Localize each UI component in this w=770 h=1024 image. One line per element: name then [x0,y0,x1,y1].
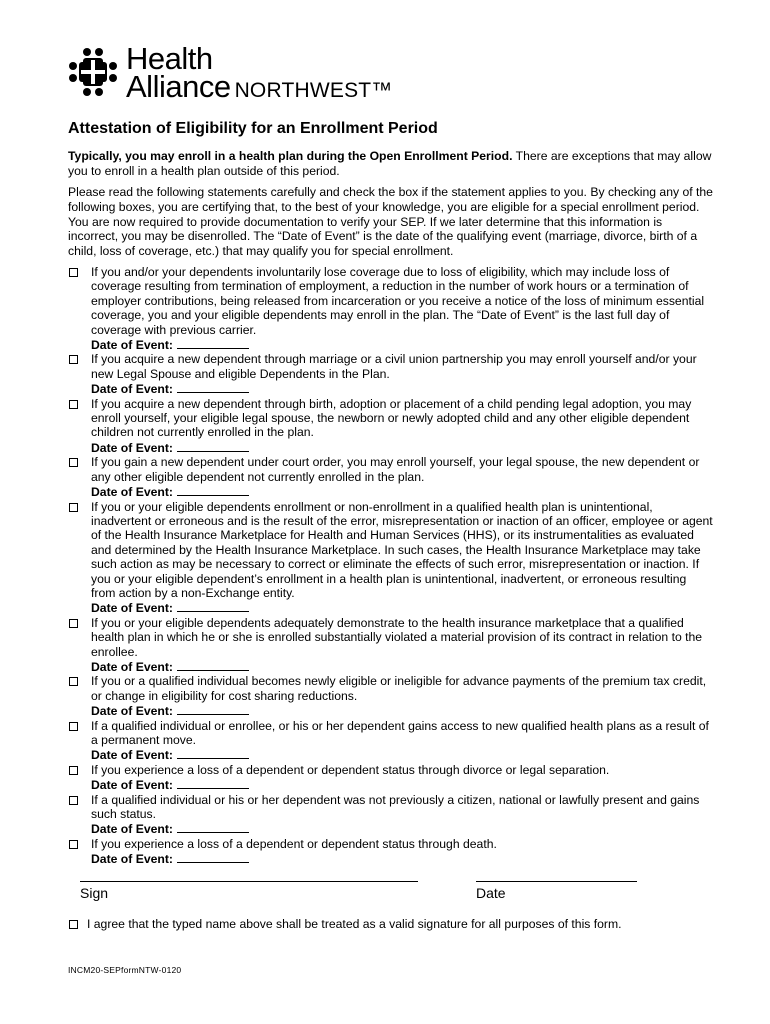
qualifying-event-item [68,616,713,675]
date-of-event-row [91,337,713,352]
logo-northwest-word: NORTHWEST™ [234,79,393,102]
date-line[interactable] [476,881,637,882]
date-of-event-row [91,777,713,792]
qualifying-events-list [68,265,713,867]
date-of-event-field[interactable] [177,381,249,393]
date-of-event-row [91,484,713,499]
date-of-event-field[interactable] [177,777,249,789]
agreement-text: I agree that the typed name above shall be treated as a valid signature for all purposes of this form. [87,917,622,931]
date-of-event-field[interactable] [177,440,249,452]
agreement-row [68,917,622,931]
date-label: Date [476,885,506,901]
event-text: If you acquire a new dependent through marriage or a civil union partnership you may enroll yourself and/or your new Legal Spouse and eligible Dependents in the Plan. [91,352,697,381]
logo-alliance-text [126,71,393,106]
event-checkbox[interactable] [69,458,78,467]
instructions-paragraph: Please read the following statements carefully and check the box if the statement applies to you. By checking any of the following boxes, you are certifying that, to the best of your knowledge, you are eligible for a special enrollment period. You are now required to provide documentation to verify your SEP. If we later determine that this information is incorrect, you may be disenrolled. The “Date of Event” is the date of the qualifying event (marriage, divorce, birth of a child, loss of coverage, etc.) that may qualify you for special enrollment. [68,185,713,259]
date-of-event-field[interactable] [177,337,249,349]
date-of-event-row [91,703,713,718]
qualifying-event-item [68,397,713,456]
event-checkbox[interactable] [69,503,78,512]
event-text: If a qualified individual or his or her dependent was not previously a citizen, national or lawfully present and gains such status. [91,792,700,822]
agreement-checkbox[interactable] [69,920,78,929]
event-checkbox[interactable] [69,355,78,364]
health-alliance-logo [68,41,398,104]
sign-label: Sign [80,885,109,901]
date-of-event-row [91,821,713,836]
event-text: If you and/or your dependents involuntarily lose coverage due to loss of eligibility, which may include loss of coverage resulting from termination of employment, a reduction in the number of work hours or a termination of employer contributions, being released from incarceration or you receive a notice of the loss of minimum essential coverage, you and your eligible dependents may enroll in the plan. The “Date of Event” is the last full day of coverage with previous carrier. [91,265,705,337]
form-code: INCM20-SEPformNTW-0120 [68,965,182,975]
event-text: If you acquire a new dependent through birth, adoption or placement of a child pending legal adoption, you may enroll yourself, your eligible legal spouse, the newborn or newly adopted child and any other eligible dependent children not currently enrolled in the plan. [91,396,692,440]
date-of-event-label: Date of Event: [91,822,173,837]
date-of-event-label: Date of Event: [91,601,173,616]
signature-line[interactable] [80,881,418,882]
date-of-event-label: Date of Event: [91,382,173,397]
event-checkbox[interactable] [69,796,78,805]
event-checkbox[interactable] [69,677,78,686]
date-of-event-field[interactable] [177,484,249,496]
date-of-event-label: Date of Event: [91,748,173,763]
qualifying-event-item [68,719,713,763]
event-checkbox[interactable] [69,766,78,775]
qualifying-event-item [68,793,713,837]
date-of-event-row [91,381,713,396]
date-of-event-field[interactable] [177,600,249,612]
date-of-event-field[interactable] [177,821,249,833]
event-text: If you or a qualified individual becomes newly eligible or ineligible for advance payments of the premium tax credit, or change in eligibility for cost sharing reductions. [91,674,707,703]
event-text: If you experience a loss of a dependent or dependent status through death. [91,836,497,851]
qualifying-event-item [68,500,713,616]
intro-lead: Typically, you may enroll in a health plan during the Open Enrollment Period. [68,149,513,163]
date-of-event-row [91,851,713,866]
qualifying-event-item [68,265,713,352]
event-checkbox[interactable] [69,722,78,731]
qualifying-event-item [68,455,713,499]
event-text: If you or your eligible dependents adequately demonstrate to the health insurance marketplace that a qualified health plan in which he or she is enrolled substantially violated a material provision of its contract in relation to the enrollee. [91,615,703,659]
date-of-event-label: Date of Event: [91,704,173,719]
date-of-event-field[interactable] [177,851,249,863]
date-of-event-row [91,747,713,762]
date-of-event-field[interactable] [177,703,249,715]
date-of-event-field[interactable] [177,659,249,671]
date-of-event-label: Date of Event: [91,338,173,353]
date-of-event-row [91,659,713,674]
qualifying-event-item [68,837,713,867]
intro-paragraph [68,149,713,179]
date-of-event-label: Date of Event: [91,852,173,867]
page-title: Attestation of Eligibility for an Enrollment Period [68,120,438,137]
date-of-event-label: Date of Event: [91,778,173,793]
logo-alliance-word: Alliance [126,69,231,104]
qualifying-event-item [68,763,713,793]
date-of-event-row [91,440,713,455]
qualifying-event-item [68,352,713,396]
event-checkbox[interactable] [69,268,78,277]
event-text: If you gain a new dependent under court order, you may enroll yourself, your legal spouse, the new dependent or any other eligible dependent not currently enrolled in the plan. [91,455,700,484]
date-of-event-label: Date of Event: [91,659,173,674]
qualifying-event-item [68,674,713,718]
event-text: If a qualified individual or enrollee, or his or her dependent gains access to new qualified health plans as a result of a permanent move. [91,718,709,747]
event-checkbox[interactable] [69,619,78,628]
intro-rest: There are exceptions that may allow you to enroll in a health plan outside of this period. [68,149,712,178]
event-checkbox[interactable] [69,400,78,409]
date-of-event-label: Date of Event: [91,485,173,500]
event-text: If you experience a loss of a dependent or dependent status through divorce or legal separation. [91,762,610,777]
logo-health-text: Health [126,41,213,76]
event-text: If you or your eligible dependents enrollment or non-enrollment in a qualified health plan is unintentional, inadvertent or erroneous and is the result of the error, misrepresentation or inaction of an officer, employee or agent of the Health Insurance Marketplace for Health and Human Services (HHS), or its instrumentalities as evaluated and determined by the Health Insurance Marketplace. In such cases, the Health Insurance Marketplace may take such action as may be necessary to correct or eliminate the effects of such error, misrepresentation or inaction. If you or your eligible dependent’s enrollment in a health plan is unintentional, inadvertent, or erroneous resulting from action by a non-Exchange entity. [91,499,713,600]
date-of-event-field[interactable] [177,747,249,759]
date-of-event-row [91,600,713,615]
date-of-event-label: Date of Event: [91,440,173,455]
event-checkbox[interactable] [69,840,78,849]
logo-cross-icon [68,47,118,97]
